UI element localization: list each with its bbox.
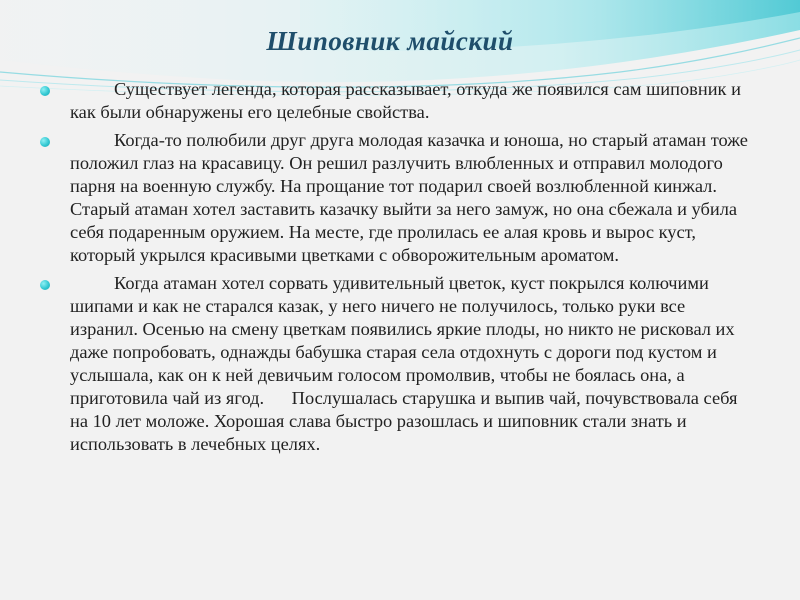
bullet-icon <box>40 86 50 96</box>
list-item <box>40 129 752 267</box>
list-item <box>40 272 752 456</box>
bullet-icon <box>40 280 50 290</box>
paragraph-text: Когда-то полюбили друг друга молодая казачка и юноша, но старый атаман тоже положил глаз на красавицу. Он решил разлучить влюбленных и отправил молодого парня на военную службу. На прощание тот подарил своей возлюбленной кинжал. Старый атаман хотел заставить казачку выйти за него замуж, но она сбежала и убила себя подаренным оружием. На месте, где пролилась ее алая кровь и вырос куст, который укрылся красивыми цветками с обворожительным ароматом. <box>70 130 748 265</box>
paragraph-text: Когда атаман хотел сорвать удивительный цветок, куст покрылся колючими шипами и как не старался казак, у него ничего не получилось, только руки все изранил. Осенью на смену цветкам появились яркие плоды, но никто не рисковал их даже попробовать, однажды бабушка старая села отдохнуть с дороги под кустом и услышала, как он к ней девичьим голосом промолвив, чтобы не боялась она, а приготовила чай из ягод. Послушалась старушка и выпив чай, почувствовала себя на 10 лет моложе. Хорошая слава быстро разошлась и шиповник стали знать и использовать в лечебных целях. <box>70 273 743 454</box>
list-item <box>40 78 752 124</box>
paragraph-text: Существует легенда, которая рассказывает, откуда же появился сам шиповник и как были обнаружены его целебные свойства. <box>70 79 741 122</box>
bullet-icon <box>40 137 50 147</box>
bullet-list <box>40 78 752 461</box>
slide-title: Шиповник майский <box>266 26 514 56</box>
